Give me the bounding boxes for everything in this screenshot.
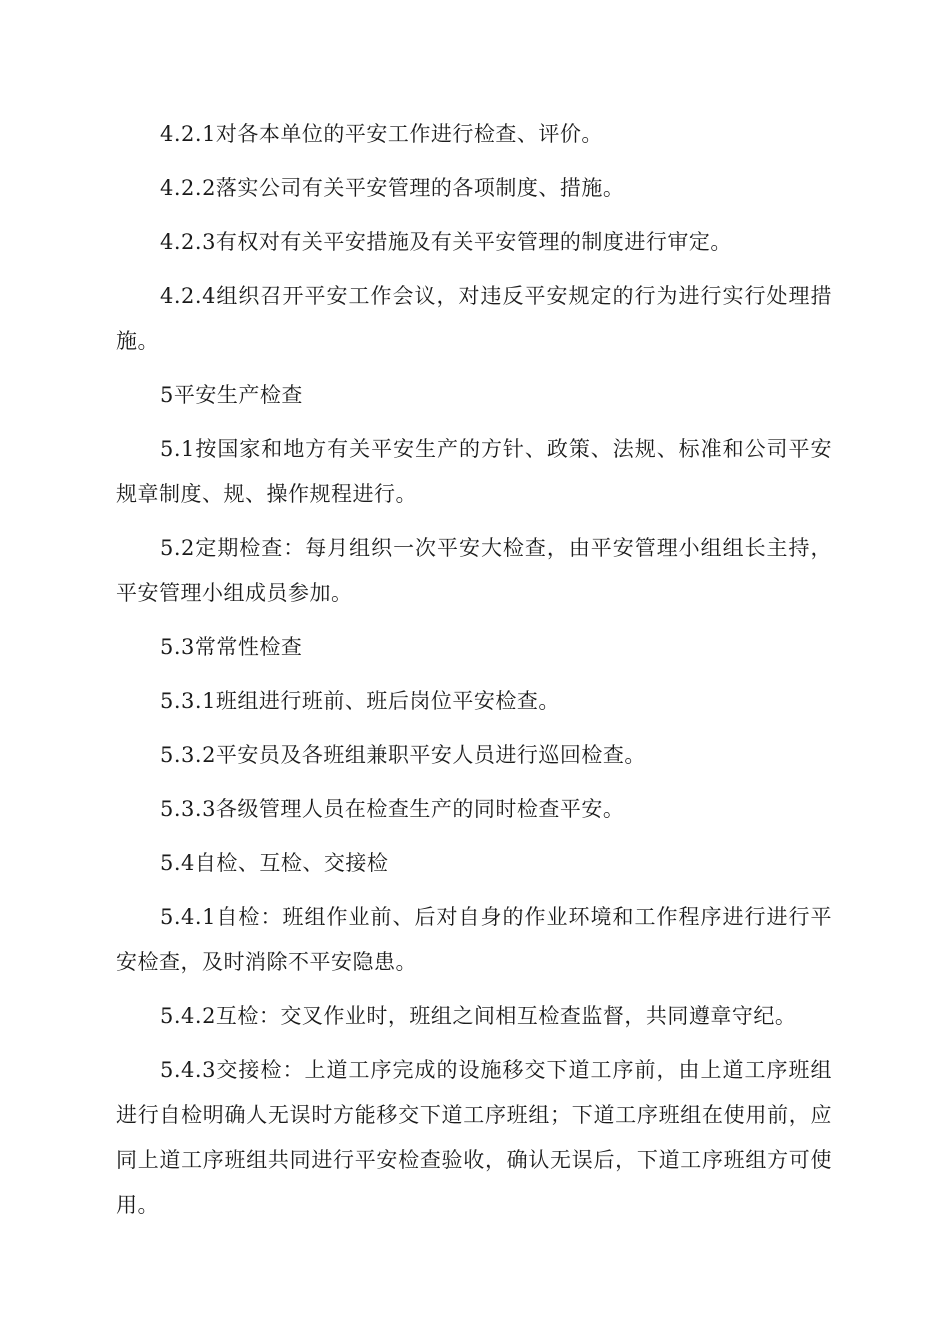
paragraph-5-4-1: 5.4.1自检：班组作业前、后对自身的作业环境和工作程序进行进行平安检查，及时消除不平安隐患。: [116, 905, 832, 974]
paragraph-5-3-3: 5.3.3各级管理人员在检查生产的同时检查平安。: [160, 797, 625, 821]
subsection-heading-5-3: 5.3常常性检查: [160, 635, 303, 659]
paragraph-5-4-3: 5.4.3交接检：上道工序完成的设施移交下道工序前，由上道工序班组进行自检明确人无误时方能移交下道工序班组；下道工序班组在使用前，应同上道工序班组共同进行平安检查验收，确认无误后，下道工序班组方可使用。: [116, 1058, 832, 1217]
paragraph-4-2-2: 4.2.2落实公司有关平安管理的各项制度、措施。: [160, 176, 625, 200]
paragraph-5-3-2: 5.3.2平安员及各班组兼职平安人员进行巡回检查。: [160, 743, 646, 767]
subsection-heading-5-4: 5.4自检、互检、交接检: [160, 851, 389, 875]
paragraph-5-4-2: 5.4.2互检：交叉作业时，班组之间相互检查监督，共同遵章守纪。: [160, 1004, 797, 1028]
paragraph-4-2-4: 4.2.4组织召开平安工作会议，对违反平安规定的行为进行实行处理措施。: [116, 284, 832, 353]
paragraph-5-2: 5.2定期检查：每月组织一次平安大检查，由平安管理小组组长主持，平安管理小组成员参加。: [116, 536, 832, 605]
paragraph-5-1: 5.1按国家和地方有关平安生产的方针、政策、法规、标准和公司平安规章制度、规、操作规程进行。: [116, 437, 832, 506]
section-heading-5: 5平安生产检查: [160, 383, 303, 407]
document-body: [116, 112, 832, 1237]
paragraph-4-2-1: 4.2.1对各本单位的平安工作进行检查、评价。: [160, 122, 603, 146]
paragraph-5-3-1: 5.3.1班组进行班前、班后岗位平安检查。: [160, 689, 560, 713]
paragraph-4-2-3: 4.2.3有权对有关平安措施及有关平安管理的制度进行审定。: [160, 230, 732, 254]
